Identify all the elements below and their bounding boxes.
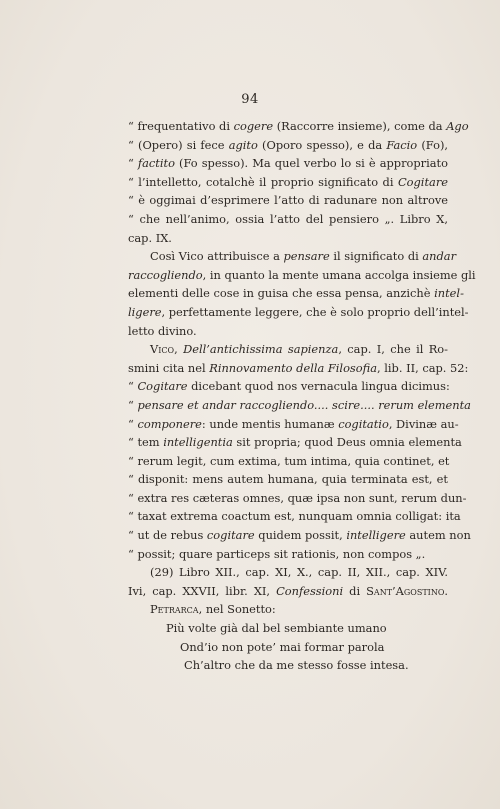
page-number: 94 [241,92,259,107]
text-line [128,415,459,434]
text-segment: letto divino. [128,323,197,338]
text-segment: cogere [233,119,274,133]
text-segment: Confessioni [276,583,344,598]
text-segment: “ che nell’animo, ossia l’atto del pensiero „. Libro X, [128,211,448,226]
text-segment: , Divinæ au- [388,416,459,431]
text-line [128,582,448,601]
text-segment: “ (Opero) si fece [128,137,229,152]
text-segment: Più volte già dal bel sembiante umano [166,621,387,636]
text-segment: Petrarca [150,602,199,617]
text-segment: , cap. I, che il Ro- [338,342,449,357]
text-segment: “ tem [128,435,164,450]
text-line [128,563,448,582]
text-line [128,433,462,452]
text-segment: Rinnovamento della Filosofia [209,360,378,375]
text-line [128,600,448,619]
text-segment: Ond’io non pote’ mai formar parola [180,639,385,654]
text-line [128,340,448,359]
text-segment: sit propria; quod Deus omnia elementa [232,435,462,450]
text-segment: il significato di [329,249,423,264]
text-segment: autem non [405,528,471,543]
text-line [128,507,461,526]
text-segment: cogitatio [338,416,389,431]
text-segment: dicebant quod nos vernacula lingua dicimus: [187,379,450,394]
text-segment: “ [128,416,138,431]
text-line [128,266,476,285]
text-segment: componere [137,416,202,431]
text-segment: , perfettamente leggere, che è solo proprio dell’intel- [161,304,469,319]
text-segment: intelligere [346,528,406,543]
text-line [128,229,448,248]
text-segment: (29) Libro XII., cap. XI, X., cap. II, XII., cap. XIV. [150,565,448,580]
text-segment: Sant’Agostino [366,583,445,598]
text-segment: “ è oggimai d’esprimere l’atto di radunare non altrove [128,193,448,208]
text-line [128,638,448,657]
text-segment: Cogitare [397,174,448,189]
text-segment: “ disponit: mens autem humana, quia terminata est, et [128,472,448,487]
text-segment: “ possit; quare particeps sit rationis, non compos „. [128,546,426,561]
text-line [128,322,448,341]
text-segment: Facio [386,137,418,152]
text-segment: agito [228,137,258,152]
text-line [128,210,448,229]
text-line [128,191,448,210]
text-segment: “ extra res cæteras omnes, quæ ipsa non sunt, rerum dun- [128,490,467,505]
text-segment: , [174,342,184,357]
text-line [128,303,469,322]
text-segment: “ [128,379,138,394]
text-segment: Ch’altro che da me stesso fosse intesa. [184,658,409,673]
text-segment: (Fo spesso). Ma quel verbo lo si è appropriato [174,156,448,171]
text-segment: “ rerum legit, cum extima, tum intima, quia continet, et [128,453,450,468]
text-line [128,470,448,489]
text-segment: Dell’antichissima sapienza [183,342,339,357]
text-line [128,619,448,638]
text-segment: raccogliendo [128,267,203,282]
text-segment: quidem possit, [254,528,347,543]
text-segment: , nel Sonetto: [198,602,276,617]
text-segment: . [444,583,448,598]
text-segment: Ivi, cap. XXVII, libr. XI, [128,583,277,598]
text-segment: smini cita nel [128,360,210,375]
text-segment: “ frequentativo di [128,119,234,133]
text-segment: Vico [150,342,175,357]
text-line [128,247,457,266]
text-segment: “ ut de rebus [128,528,207,543]
text-segment: (Raccorre insieme), come da [273,119,447,133]
text-line [128,359,469,378]
text-segment: intelligentia [163,435,233,450]
text-segment: , in quanto la mente umana accolga insieme gli [202,267,476,282]
text-segment: di [343,583,367,598]
text-segment: (Fo), [417,137,449,152]
text-segment: (Oporo spesso), e da [257,137,387,152]
text-segment: Ago [446,119,469,133]
text-line [128,526,471,545]
text-segment: cap. IX. [128,230,172,245]
text-segment: elementi delle cose in guisa che essa pensa, anzichè [128,286,435,301]
text-line [128,284,464,303]
text-segment: “ [128,156,138,171]
text-segment: ligere [128,304,162,319]
text-line [128,452,448,471]
text-segment: “ [128,397,138,412]
text-segment: Cogitare [137,379,188,394]
text-line [128,377,448,396]
text-segment: pensare [283,249,330,264]
text-line [128,545,448,564]
text-line [128,656,448,675]
text-segment: “ l’intelletto, cotalchè il proprio significato di [128,174,398,189]
text-segment: “ taxat extrema coactum est, nunquam omnia colligat: ita [128,509,461,524]
text-segment: intel- [434,286,464,301]
text-line [128,136,448,155]
text-segment: : unde mentis humanæ [201,416,339,431]
text-line [128,117,469,136]
text-line [128,396,471,415]
text-segment: Così Vico attribuisce a [150,249,284,264]
text-segment: andar [422,249,457,264]
text-segment: , lib. II, cap. 52: [377,360,469,375]
text-line [128,489,467,508]
text-line [128,154,448,173]
text-segment: pensare et andar raccogliendo.... scire.... rerum elementa [137,397,471,412]
text-line [128,173,448,192]
text-segment: factito [137,156,175,171]
text-segment: cogitare [206,528,255,543]
page-body-text [128,117,476,675]
